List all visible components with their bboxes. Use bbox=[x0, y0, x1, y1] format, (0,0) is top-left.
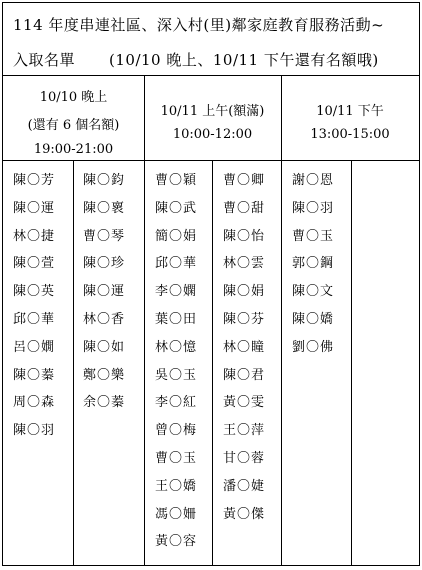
names-col-1011am-b bbox=[223, 171, 265, 532]
name-entry: 呂〇嫺 bbox=[13, 339, 56, 355]
name-entry: 邱〇華 bbox=[13, 311, 56, 327]
grid-divider bbox=[212, 161, 213, 565]
grid-divider bbox=[351, 161, 352, 565]
name-entry: 陳〇怡 bbox=[223, 228, 266, 244]
name-entry: 陳〇娟 bbox=[223, 284, 266, 300]
name-entry: 王〇萍 bbox=[223, 423, 266, 439]
name-entry: 曹〇玉 bbox=[292, 228, 335, 244]
name-entry: 林〇香 bbox=[83, 311, 126, 327]
name-entry: 曹〇甜 bbox=[223, 200, 266, 216]
name-entry: 黃〇容 bbox=[155, 534, 198, 550]
name-entry: 劉〇佛 bbox=[292, 339, 335, 355]
document-subtitle bbox=[13, 49, 379, 70]
name-entry: 陳〇嬌 bbox=[292, 311, 335, 327]
name-entry: 陳〇運 bbox=[13, 200, 56, 216]
name-entry: 陳〇蓁 bbox=[13, 367, 56, 383]
name-entry: 曾〇梅 bbox=[155, 423, 198, 439]
names-col-1010-b bbox=[83, 171, 125, 421]
session-header-1010-evening bbox=[3, 76, 144, 161]
session-time: 10:00-12:00 bbox=[172, 127, 253, 142]
name-entry: 陳〇武 bbox=[155, 200, 198, 216]
name-entry: 陳〇萱 bbox=[13, 256, 56, 272]
title-section bbox=[3, 3, 419, 76]
name-entry: 陳〇鈞 bbox=[83, 173, 126, 188]
name-entry: 林〇瞳 bbox=[223, 339, 266, 355]
names-col-1011am-a bbox=[155, 171, 197, 560]
name-entry: 郭〇鋼 bbox=[292, 256, 335, 272]
name-entry: 潘〇婕 bbox=[223, 478, 266, 494]
session-header-1011-afternoon bbox=[281, 76, 419, 161]
name-entry: 陳〇芳 bbox=[13, 173, 56, 188]
document-table bbox=[2, 2, 420, 566]
name-entry: 余〇蓁 bbox=[83, 395, 126, 411]
name-entry: 林〇雲 bbox=[223, 256, 266, 272]
session-date: 10/11 下午 bbox=[316, 104, 384, 119]
name-entry: 曹〇玉 bbox=[155, 450, 198, 466]
grid-divider bbox=[144, 76, 145, 565]
grid-divider bbox=[281, 76, 282, 565]
name-entry: 陳〇褱 bbox=[83, 200, 126, 216]
name-entry: 林〇憶 bbox=[155, 339, 198, 355]
name-entry: 甘〇蓉 bbox=[223, 450, 266, 466]
document-title: 114 年度串連社區、深入村(里)鄰家庭教育服務活動~ bbox=[13, 16, 385, 34]
name-entry: 簡〇娟 bbox=[155, 228, 198, 244]
name-entry: 曹〇卿 bbox=[223, 173, 266, 188]
session-header-1011-morning bbox=[144, 76, 281, 161]
name-entry: 陳〇英 bbox=[13, 284, 56, 300]
name-entry: 王〇嬌 bbox=[155, 478, 198, 494]
name-entry: 吳〇玉 bbox=[155, 367, 198, 383]
name-entry: 陳〇珍 bbox=[83, 256, 126, 272]
name-entry: 馮〇姍 bbox=[155, 506, 198, 522]
name-entry: 林〇捷 bbox=[13, 228, 56, 244]
name-entry: 謝〇恩 bbox=[292, 173, 335, 188]
session-vacancy: (還有 6 個名額) bbox=[27, 118, 120, 133]
name-entry: 曹〇穎 bbox=[155, 173, 198, 188]
names-col-1010-a bbox=[13, 171, 55, 449]
name-entry: 葉〇田 bbox=[155, 311, 198, 327]
admission-list-label: 入取名單 bbox=[13, 51, 76, 69]
name-entry: 李〇紅 bbox=[155, 395, 198, 411]
session-date: 10/10 晚上 bbox=[39, 90, 108, 105]
name-entry: 曹〇琴 bbox=[83, 228, 126, 244]
name-entry: 陳〇羽 bbox=[292, 200, 335, 216]
grid-divider bbox=[73, 161, 74, 565]
name-entry: 鄭〇樂 bbox=[83, 367, 126, 383]
name-entry: 邱〇華 bbox=[155, 256, 198, 272]
name-entry: 黃〇雯 bbox=[223, 395, 266, 411]
name-entry: 黃〇傑 bbox=[223, 506, 266, 522]
name-entry: 陳〇芬 bbox=[223, 311, 266, 327]
session-date: 10/11 上午(額滿) bbox=[160, 104, 265, 119]
session-time: 13:00-15:00 bbox=[310, 127, 390, 142]
name-entry: 陳〇文 bbox=[292, 284, 335, 300]
vacancy-note: (10/10 晚上、10/11 下午還有名額哦) bbox=[109, 51, 379, 69]
name-entry: 李〇嫻 bbox=[155, 284, 198, 300]
name-entry: 陳〇君 bbox=[223, 367, 266, 383]
name-entry: 陳〇如 bbox=[83, 339, 126, 355]
session-time: 19:00-21:00 bbox=[33, 142, 114, 157]
name-entry: 陳〇羽 bbox=[13, 423, 56, 439]
name-entry: 陳〇運 bbox=[83, 284, 126, 300]
names-col-1011pm-a bbox=[292, 171, 334, 366]
name-entry: 周〇森 bbox=[13, 395, 56, 411]
